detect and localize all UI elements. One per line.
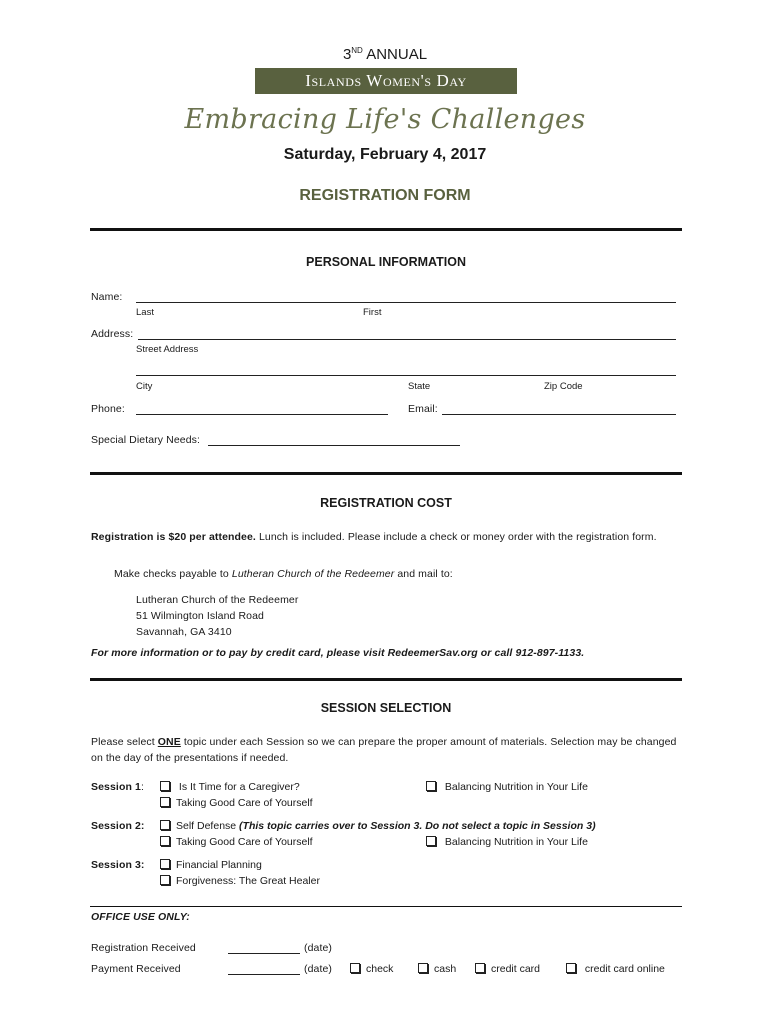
- divider-sessions: [90, 678, 682, 681]
- intro-one: ONE: [157, 736, 181, 748]
- city-caption: City: [136, 381, 153, 392]
- checkbox-icon[interactable]: [418, 963, 428, 973]
- checkbox-icon[interactable]: [475, 963, 485, 973]
- checkbox-icon[interactable]: [426, 836, 436, 846]
- payment-check-label: check: [366, 963, 394, 975]
- checkbox-icon[interactable]: [160, 820, 170, 830]
- zip-caption: Zip Code: [544, 381, 583, 392]
- session-intro: [91, 734, 683, 766]
- dietary-field[interactable]: [208, 445, 460, 446]
- mailing-address-line1: Lutheran Church of the Redeemer: [136, 594, 299, 606]
- payment-received-label: Payment Received: [91, 963, 181, 975]
- office-use-heading: OFFICE USE ONLY:: [91, 911, 190, 923]
- s1-option2-label: Balancing Nutrition in Your Life: [444, 781, 588, 793]
- form-title: REGISTRATION FORM: [299, 187, 471, 204]
- payable-prefix: Make checks payable to: [114, 568, 232, 580]
- s1-option3-label: Taking Good Care of Yourself: [176, 797, 313, 809]
- payable-to: Lutheran Church of the Redeemer: [231, 568, 395, 580]
- session2-label: Session 2:: [91, 820, 145, 832]
- mailing-address-line2: 51 Wilmington Island Road: [136, 610, 264, 622]
- annual-number: 3: [342, 46, 352, 63]
- s1-option-self-care[interactable]: [160, 797, 313, 809]
- dietary-label: Special Dietary Needs:: [91, 434, 200, 446]
- checkbox-icon[interactable]: [160, 797, 170, 807]
- registration-received-label: Registration Received: [91, 942, 196, 954]
- cost-bold-text: Registration is $20 per attendee.: [91, 531, 256, 543]
- annual-superscript: ND: [351, 46, 363, 55]
- mailing-address: [136, 592, 298, 640]
- checkbox-icon[interactable]: [160, 859, 170, 869]
- s2-option-nutrition[interactable]: [426, 836, 588, 848]
- session1-label: [91, 781, 144, 793]
- street-address-caption: Street Address: [136, 344, 199, 355]
- payment-credit-card-label: credit card: [491, 963, 541, 975]
- s3-option2-label: Forgiveness: The Great Healer: [176, 875, 320, 887]
- checkbox-icon[interactable]: [350, 963, 360, 973]
- s1-option-caregiver[interactable]: [160, 781, 300, 793]
- checkbox-icon[interactable]: [160, 875, 170, 885]
- s3-option-financial[interactable]: [160, 859, 262, 871]
- s2-option2-label: Taking Good Care of Yourself: [176, 836, 313, 848]
- s3-option1-label: Financial Planning: [176, 859, 262, 871]
- phone-field[interactable]: [136, 414, 388, 415]
- personal-info-heading: PERSONAL INFORMATION: [306, 255, 466, 269]
- payable-suffix: and mail to:: [394, 568, 453, 580]
- payable-line: [114, 568, 453, 580]
- s2-option-self-care[interactable]: [160, 836, 313, 848]
- phone-label: Phone:: [91, 403, 125, 415]
- checkbox-icon[interactable]: [160, 781, 170, 791]
- cost-paragraph: [91, 529, 681, 545]
- payment-cash-label: cash: [434, 963, 457, 975]
- payment-credit-card-option[interactable]: [475, 963, 540, 975]
- divider-top: [90, 228, 682, 231]
- event-date: Saturday, February 4, 2017: [283, 146, 487, 163]
- payment-date-label: (date): [304, 963, 333, 975]
- divider-office: [90, 906, 682, 907]
- payment-date-field[interactable]: [228, 974, 300, 975]
- registration-cost-heading: REGISTRATION COST: [320, 496, 452, 510]
- s3-option-forgiveness[interactable]: [160, 875, 320, 887]
- s2-option1-label: Self Defense: [176, 820, 240, 832]
- annual-word: ANNUAL: [366, 46, 428, 63]
- intro-suffix: topic under each Session so we can prepare the proper amount of materials. Selection may be changed on the day of the presentations if needed.: [91, 736, 677, 764]
- payment-credit-card-online-label: credit card online: [584, 963, 665, 975]
- s2-option3-label: Balancing Nutrition in Your Life: [444, 836, 588, 848]
- payment-cash-option[interactable]: [418, 963, 456, 975]
- email-field[interactable]: [442, 414, 676, 415]
- session1-label-text: Session 1: [91, 781, 141, 793]
- email-label: Email:: [408, 403, 438, 415]
- registration-date-field[interactable]: [228, 953, 300, 954]
- state-caption: State: [408, 381, 431, 392]
- checkbox-icon[interactable]: [566, 963, 576, 973]
- checkbox-icon[interactable]: [426, 781, 436, 791]
- session3-label: Session 3:: [91, 859, 145, 871]
- divider-cost: [90, 472, 682, 475]
- session1-colon: :: [140, 781, 144, 793]
- address-label: Address:: [91, 328, 134, 340]
- annual-label: [0, 46, 770, 63]
- s2-option-self-defense[interactable]: [160, 820, 596, 832]
- s1-option-nutrition[interactable]: [426, 781, 588, 793]
- last-name-caption: Last: [136, 307, 154, 318]
- street-address-field[interactable]: [138, 339, 676, 340]
- checkbox-icon[interactable]: [160, 836, 170, 846]
- name-label: Name:: [91, 291, 123, 303]
- info-note: For more information or to pay by credit card, please visit RedeemerSav.org or call 912-897-1133.: [91, 647, 585, 659]
- first-name-caption: First: [363, 307, 382, 318]
- s1-option1-label: Is It Time for a Caregiver?: [178, 781, 300, 793]
- name-field[interactable]: [136, 302, 676, 303]
- s2-option1-note: (This topic carries over to Session 3. Do not select a topic in Session 3): [239, 820, 596, 832]
- mailing-address-line3: Savannah, GA 3410: [136, 626, 232, 638]
- event-theme: Embracing Life's Challenges: [184, 104, 586, 135]
- cost-text: Lunch is included. Please include a check or money order with the registration form.: [255, 531, 657, 543]
- payment-check-option[interactable]: [350, 963, 393, 975]
- payment-credit-card-online-option[interactable]: [566, 963, 665, 975]
- event-name-banner: Islands Women's Day: [255, 68, 517, 94]
- registration-date-label: (date): [304, 942, 333, 954]
- city-state-zip-field[interactable]: [136, 375, 676, 376]
- session-selection-heading: SESSION SELECTION: [320, 701, 452, 715]
- intro-prefix: Please select: [91, 736, 158, 748]
